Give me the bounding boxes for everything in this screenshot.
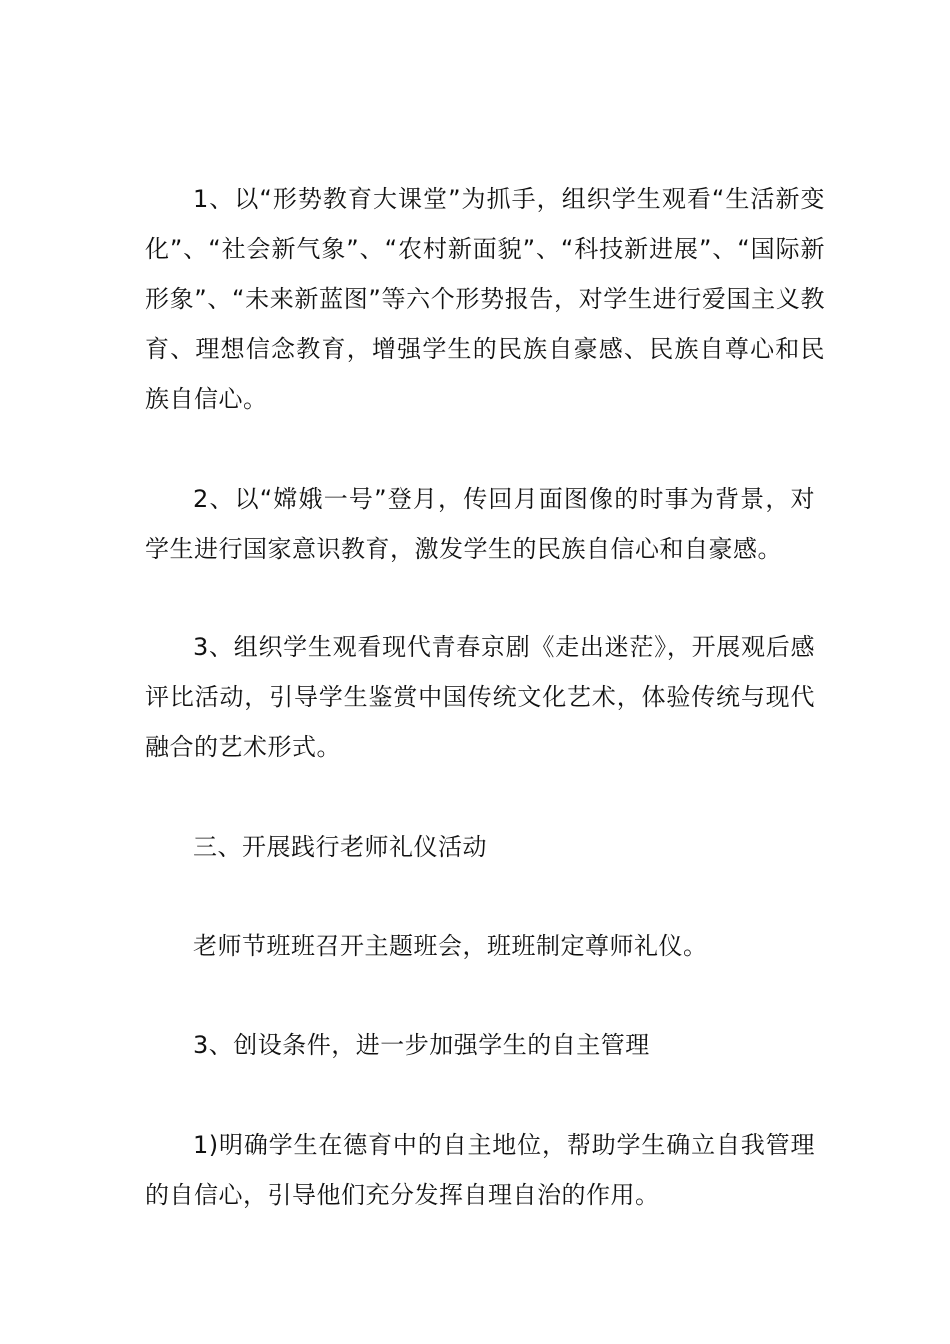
section-heading-teacher-etiquette: 三、开展践行老师礼仪活动 bbox=[193, 833, 487, 861]
paragraph-teachers-day: 老师节班班召开主题班会，班班制定尊师礼仪。 bbox=[193, 932, 708, 960]
paragraph-autonomy: 1)明确学生在德育中的自主地位，帮助学生确立自我管理的自信心，引导他们充分发挥自理自治的作用。 bbox=[145, 1131, 815, 1209]
paragraph-peking-opera: 3、组织学生观看现代青春京剧《走出迷茫》，开展观后感评比活动，引导学生鉴赏中国传统文化艺术，体验传统与现代融合的艺术形式。 bbox=[145, 633, 815, 761]
paragraph-change-e-one: 2、以“嫦娥一号”登月，传回月面图像的时事为背景，对学生进行国家意识教育，激发学生的民族自信心和自豪感。 bbox=[145, 485, 815, 563]
section-heading-self-management: 3、创设条件，进一步加强学生的自主管理 bbox=[193, 1031, 650, 1059]
paragraph-situation-education: 1、以“形势教育大课堂”为抓手，组织学生观看“生活新变化”、“社会新气象”、“农村新面貌”、“科技新进展”、“国际新形象”、“未来新蓝图”等六个形势报告，对学生进行爱国主义教育、理想信念教育，增强学生的民族自豪感、民族自尊心和民族自信心。 bbox=[145, 185, 825, 413]
